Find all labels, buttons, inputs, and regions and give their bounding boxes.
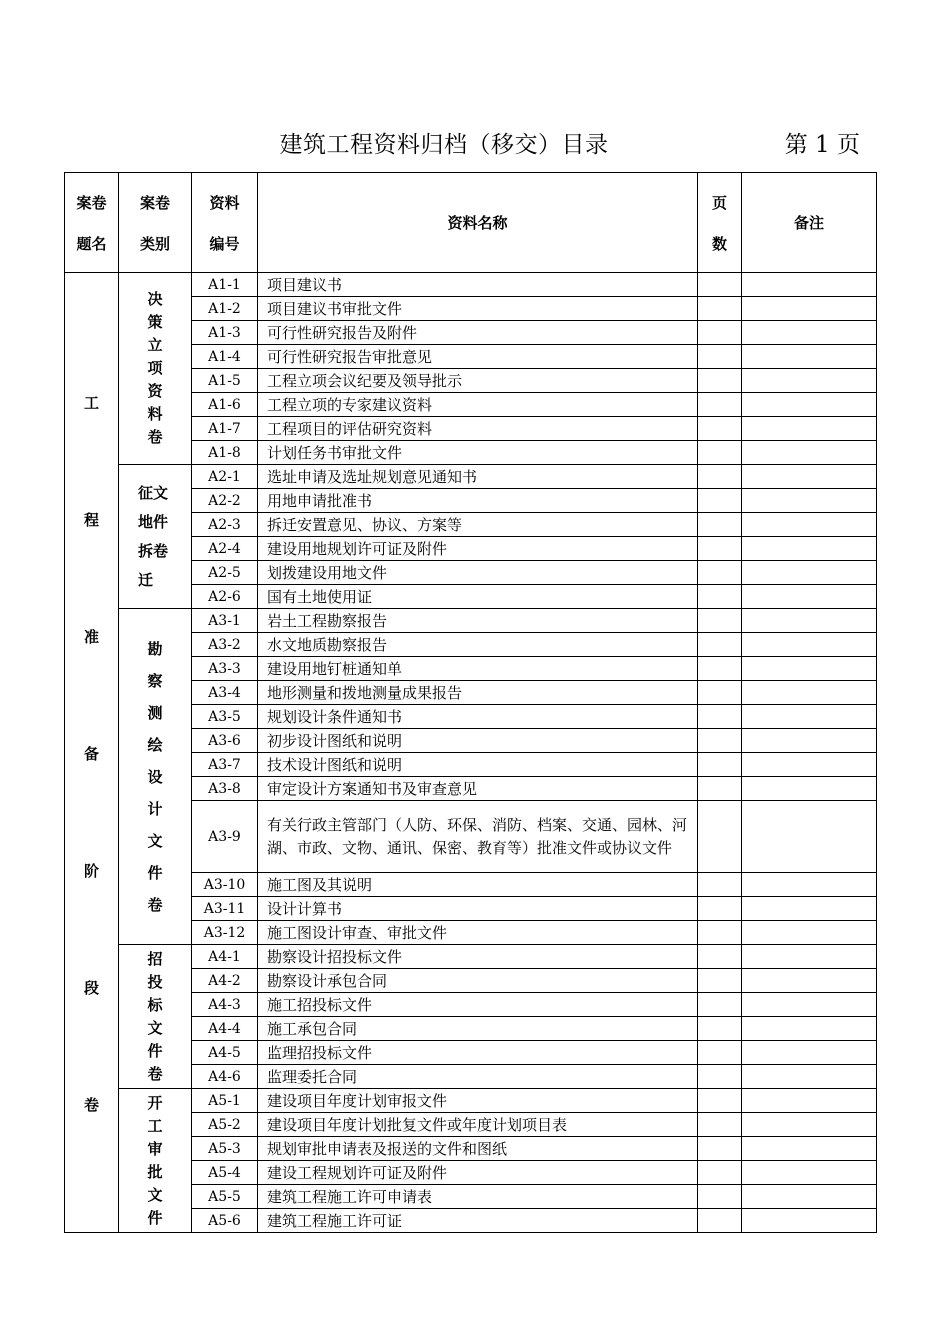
doc-number-cell: A1-3 (192, 321, 258, 345)
remarks-cell (742, 753, 877, 777)
pages-cell (698, 897, 742, 921)
remarks-cell (742, 1161, 877, 1185)
doc-name-cell: 国有土地使用证 (258, 585, 698, 609)
doc-name-cell: 选址申请及选址规划意见通知书 (258, 465, 698, 489)
pages-cell (698, 1089, 742, 1113)
case-category-char: 文 (147, 1018, 163, 1037)
doc-number-cell: A5-3 (192, 1137, 258, 1161)
doc-name-cell: 勘察设计承包合同 (258, 969, 698, 993)
pages-cell (698, 513, 742, 537)
case-category-char: 绘 (147, 735, 163, 754)
pages-cell (698, 417, 742, 441)
case-category-char: 察 (147, 671, 163, 690)
doc-name-cell: 建设项目年度计划批复文件或年度计划项目表 (258, 1113, 698, 1137)
pages-cell (698, 1017, 742, 1041)
doc-number-cell: A3-11 (192, 897, 258, 921)
remarks-cell (742, 1065, 877, 1089)
case-category-char: 投 (147, 972, 163, 991)
doc-name-cell: 施工招投标文件 (258, 993, 698, 1017)
doc-number-cell: A2-2 (192, 489, 258, 513)
doc-number-cell: A1-4 (192, 345, 258, 369)
case-category-char: 件 (147, 863, 163, 882)
case-category-char: 件 (147, 1208, 163, 1227)
doc-name-cell: 设计计算书 (258, 897, 698, 921)
pages-cell (698, 537, 742, 561)
doc-name-cell: 建设工程规划许可证及附件 (258, 1161, 698, 1185)
doc-number-cell: A3-1 (192, 609, 258, 633)
remarks-cell (742, 897, 877, 921)
pages-cell (698, 969, 742, 993)
remarks-cell (742, 441, 877, 465)
doc-name-cell: 划拨建设用地文件 (258, 561, 698, 585)
pages-cell (698, 345, 742, 369)
page-title: 建筑工程资料归档（移交）目录 (279, 132, 609, 158)
pages-cell (698, 777, 742, 801)
doc-name-cell: 建筑工程施工许可证 (258, 1209, 698, 1233)
pages-cell (698, 1137, 742, 1161)
doc-name-cell: 监理委托合同 (258, 1065, 698, 1089)
case-category-char: 开 (147, 1093, 163, 1112)
doc-number-cell: A5-6 (192, 1209, 258, 1233)
pages-cell (698, 465, 742, 489)
doc-number-cell: A3-4 (192, 681, 258, 705)
pages-cell (698, 633, 742, 657)
pages-cell (698, 993, 742, 1017)
case-category-char: 决 (147, 290, 163, 308)
header-remarks: 备注 (742, 173, 877, 273)
pages-cell (698, 561, 742, 585)
doc-name-cell: 审定设计方案通知书及审查意见 (258, 777, 698, 801)
doc-name-cell: 岩土工程勘察报告 (258, 609, 698, 633)
stage-name-char: 准 (83, 627, 99, 646)
pages-cell (698, 1113, 742, 1137)
pages-cell (698, 1041, 742, 1065)
stage-name-char: 程 (83, 510, 99, 529)
doc-number-cell: A4-2 (192, 969, 258, 993)
doc-name-cell: 建设用地规划许可证及附件 (258, 537, 698, 561)
case-category-char: 文 (147, 1185, 163, 1204)
remarks-cell (742, 705, 877, 729)
pages-cell (698, 705, 742, 729)
case-category-char: 卷 (147, 1064, 163, 1083)
doc-name-cell: 项目建议书审批文件 (258, 297, 698, 321)
header-case-title (65, 173, 119, 273)
doc-number-cell: A2-1 (192, 465, 258, 489)
remarks-cell (742, 1041, 877, 1065)
remarks-cell (742, 1017, 877, 1041)
doc-number-cell: A3-6 (192, 729, 258, 753)
case-category-cell (119, 945, 192, 1089)
stage-name-cell (65, 273, 119, 1233)
doc-number-cell: A2-4 (192, 537, 258, 561)
doc-name-cell: 地形测量和拨地测量成果报告 (258, 681, 698, 705)
doc-number-cell: A5-1 (192, 1089, 258, 1113)
case-category-char: 设 (147, 767, 163, 786)
case-category-char: 招 (147, 949, 163, 968)
table-body (65, 273, 877, 1233)
case-category-char: 立 (147, 336, 163, 354)
header-case-category (119, 173, 192, 273)
doc-name-cell: 勘察设计招投标文件 (258, 945, 698, 969)
remarks-cell (742, 513, 877, 537)
remarks-cell (742, 585, 877, 609)
pages-cell (698, 657, 742, 681)
remarks-cell (742, 729, 877, 753)
doc-number-cell: A4-5 (192, 1041, 258, 1065)
doc-name-cell: 计划任务书审批文件 (258, 441, 698, 465)
case-category-char: 标 (147, 995, 163, 1014)
case-category-char: 计 (147, 799, 163, 818)
header-case-title-line2: 题名 (76, 234, 107, 253)
doc-name-cell: 施工图设计审查、审批文件 (258, 921, 698, 945)
header-doc-number (192, 173, 258, 273)
case-category-char: 拆卷 (138, 541, 169, 560)
doc-number-cell: A1-8 (192, 441, 258, 465)
doc-name-cell: 建筑工程施工许可申请表 (258, 1185, 698, 1209)
pages-cell (698, 369, 742, 393)
stage-name-char: 工 (83, 393, 99, 412)
case-category-char: 征文 (138, 483, 169, 502)
doc-number-cell: A3-7 (192, 753, 258, 777)
case-category-char: 件 (147, 1041, 163, 1060)
doc-number-cell: A5-4 (192, 1161, 258, 1185)
remarks-cell (742, 465, 877, 489)
header-pages-line2: 数 (711, 234, 727, 253)
pages-cell (698, 681, 742, 705)
table-row (65, 609, 877, 633)
remarks-cell (742, 1113, 877, 1137)
pages-cell (698, 585, 742, 609)
remarks-cell (742, 921, 877, 945)
doc-number-cell: A2-3 (192, 513, 258, 537)
doc-name-cell: 建设用地钉桩通知单 (258, 657, 698, 681)
header-row (65, 173, 877, 273)
pages-cell (698, 801, 742, 873)
doc-name-cell: 工程立项会议纪要及领导批示 (258, 369, 698, 393)
case-category-char: 文 (147, 831, 163, 850)
table-row (65, 945, 877, 969)
pages-cell (698, 609, 742, 633)
doc-number-cell: A3-3 (192, 657, 258, 681)
remarks-cell (742, 609, 877, 633)
case-category-char: 工 (147, 1116, 163, 1135)
pages-cell (698, 441, 742, 465)
case-category-char: 项 (147, 359, 163, 377)
doc-number-cell: A4-6 (192, 1065, 258, 1089)
header-doc-name: 资料名称 (258, 173, 698, 273)
doc-number-cell: A1-6 (192, 393, 258, 417)
case-category-char: 审 (147, 1139, 163, 1158)
table-row (65, 1089, 877, 1113)
pages-cell (698, 1209, 742, 1233)
page-number: 第 1 页 (784, 132, 860, 158)
remarks-cell (742, 945, 877, 969)
doc-name-cell: 项目建议书 (258, 273, 698, 297)
doc-number-cell: A3-12 (192, 921, 258, 945)
remarks-cell (742, 561, 877, 585)
doc-name-cell: 规划设计条件通知书 (258, 705, 698, 729)
doc-number-cell: A4-1 (192, 945, 258, 969)
case-category-char: 勘 (147, 639, 163, 658)
pages-cell (698, 297, 742, 321)
case-category-char: 料 (147, 405, 163, 423)
remarks-cell (742, 681, 877, 705)
doc-number-cell: A4-4 (192, 1017, 258, 1041)
pages-cell (698, 1161, 742, 1185)
remarks-cell (742, 969, 877, 993)
remarks-cell (742, 345, 877, 369)
doc-name-cell: 工程项目的评估研究资料 (258, 417, 698, 441)
stage-name-char: 卷 (83, 1096, 99, 1115)
doc-name-cell: 用地申请批准书 (258, 489, 698, 513)
doc-name-cell: 初步设计图纸和说明 (258, 729, 698, 753)
doc-number-cell: A4-3 (192, 993, 258, 1017)
pages-cell (698, 1065, 742, 1089)
remarks-cell (742, 1137, 877, 1161)
stage-name-char: 段 (83, 979, 99, 998)
doc-number-cell: A1-5 (192, 369, 258, 393)
doc-number-cell: A2-5 (192, 561, 258, 585)
header-doc-number-line1: 资料 (209, 193, 240, 212)
pages-cell (698, 729, 742, 753)
doc-name-cell: 建设项目年度计划审报文件 (258, 1089, 698, 1113)
remarks-cell (742, 393, 877, 417)
remarks-cell (742, 1185, 877, 1209)
stage-name-char: 备 (83, 744, 99, 763)
header-pages-line1: 页 (711, 193, 727, 212)
doc-name-cell: 规划审批申请表及报送的文件和图纸 (258, 1137, 698, 1161)
remarks-cell (742, 417, 877, 441)
remarks-cell (742, 297, 877, 321)
header-case-title-line1: 案卷 (76, 193, 107, 212)
doc-name-cell: 工程立项的专家建议资料 (258, 393, 698, 417)
remarks-cell (742, 777, 877, 801)
header-case-category-line2: 类别 (139, 234, 170, 253)
pages-cell (698, 921, 742, 945)
doc-number-cell: A1-7 (192, 417, 258, 441)
remarks-cell (742, 873, 877, 897)
case-category-char: 迁 (138, 570, 154, 589)
case-category-char: 地件 (138, 512, 169, 531)
doc-number-cell: A3-5 (192, 705, 258, 729)
doc-name-cell: 有关行政主管部门（人防、环保、消防、档案、交通、园林、河湖、市政、文物、通讯、保密、教育等）批准文件或协议文件 (258, 801, 698, 873)
remarks-cell (742, 489, 877, 513)
doc-number-cell: A5-5 (192, 1185, 258, 1209)
doc-name-cell: 可行性研究报告审批意见 (258, 345, 698, 369)
case-category-cell (119, 609, 192, 945)
header-pages (698, 173, 742, 273)
pages-cell (698, 873, 742, 897)
case-category-char: 策 (147, 313, 163, 331)
case-category-cell (119, 1089, 192, 1233)
doc-name-cell: 可行性研究报告及附件 (258, 321, 698, 345)
pages-cell (698, 945, 742, 969)
remarks-cell (742, 657, 877, 681)
case-category-cell (119, 273, 192, 465)
doc-number-cell: A1-1 (192, 273, 258, 297)
doc-number-cell: A3-2 (192, 633, 258, 657)
case-category-char: 测 (147, 703, 163, 722)
header-doc-number-line2: 编号 (209, 234, 240, 253)
pages-cell (698, 489, 742, 513)
case-category-char: 卷 (147, 895, 163, 914)
remarks-cell (742, 321, 877, 345)
doc-name-cell: 技术设计图纸和说明 (258, 753, 698, 777)
pages-cell (698, 1185, 742, 1209)
doc-number-cell: A3-9 (192, 801, 258, 873)
case-category-char: 批 (147, 1162, 163, 1181)
header-case-category-line1: 案卷 (139, 193, 170, 212)
archive-catalog-table (64, 172, 877, 1233)
pages-cell (698, 273, 742, 297)
pages-cell (698, 393, 742, 417)
pages-cell (698, 321, 742, 345)
remarks-cell (742, 537, 877, 561)
case-category-char: 资 (147, 382, 163, 400)
doc-name-cell: 拆迁安置意见、协议、方案等 (258, 513, 698, 537)
doc-number-cell: A3-10 (192, 873, 258, 897)
case-category-char: 卷 (147, 428, 163, 446)
doc-name-cell: 水文地质勘察报告 (258, 633, 698, 657)
remarks-cell (742, 993, 877, 1017)
doc-number-cell: A3-8 (192, 777, 258, 801)
doc-name-cell: 施工图及其说明 (258, 873, 698, 897)
remarks-cell (742, 1209, 877, 1233)
remarks-cell (742, 369, 877, 393)
table-row (65, 273, 877, 297)
doc-name-cell: 施工承包合同 (258, 1017, 698, 1041)
stage-name-char: 阶 (83, 862, 99, 881)
remarks-cell (742, 633, 877, 657)
doc-number-cell: A1-2 (192, 297, 258, 321)
table-row (65, 465, 877, 489)
remarks-cell (742, 1089, 877, 1113)
remarks-cell (742, 273, 877, 297)
doc-name-cell: 监理招投标文件 (258, 1041, 698, 1065)
case-category-cell (119, 465, 192, 609)
doc-number-cell: A5-2 (192, 1113, 258, 1137)
doc-number-cell: A2-6 (192, 585, 258, 609)
remarks-cell (742, 801, 877, 873)
pages-cell (698, 753, 742, 777)
